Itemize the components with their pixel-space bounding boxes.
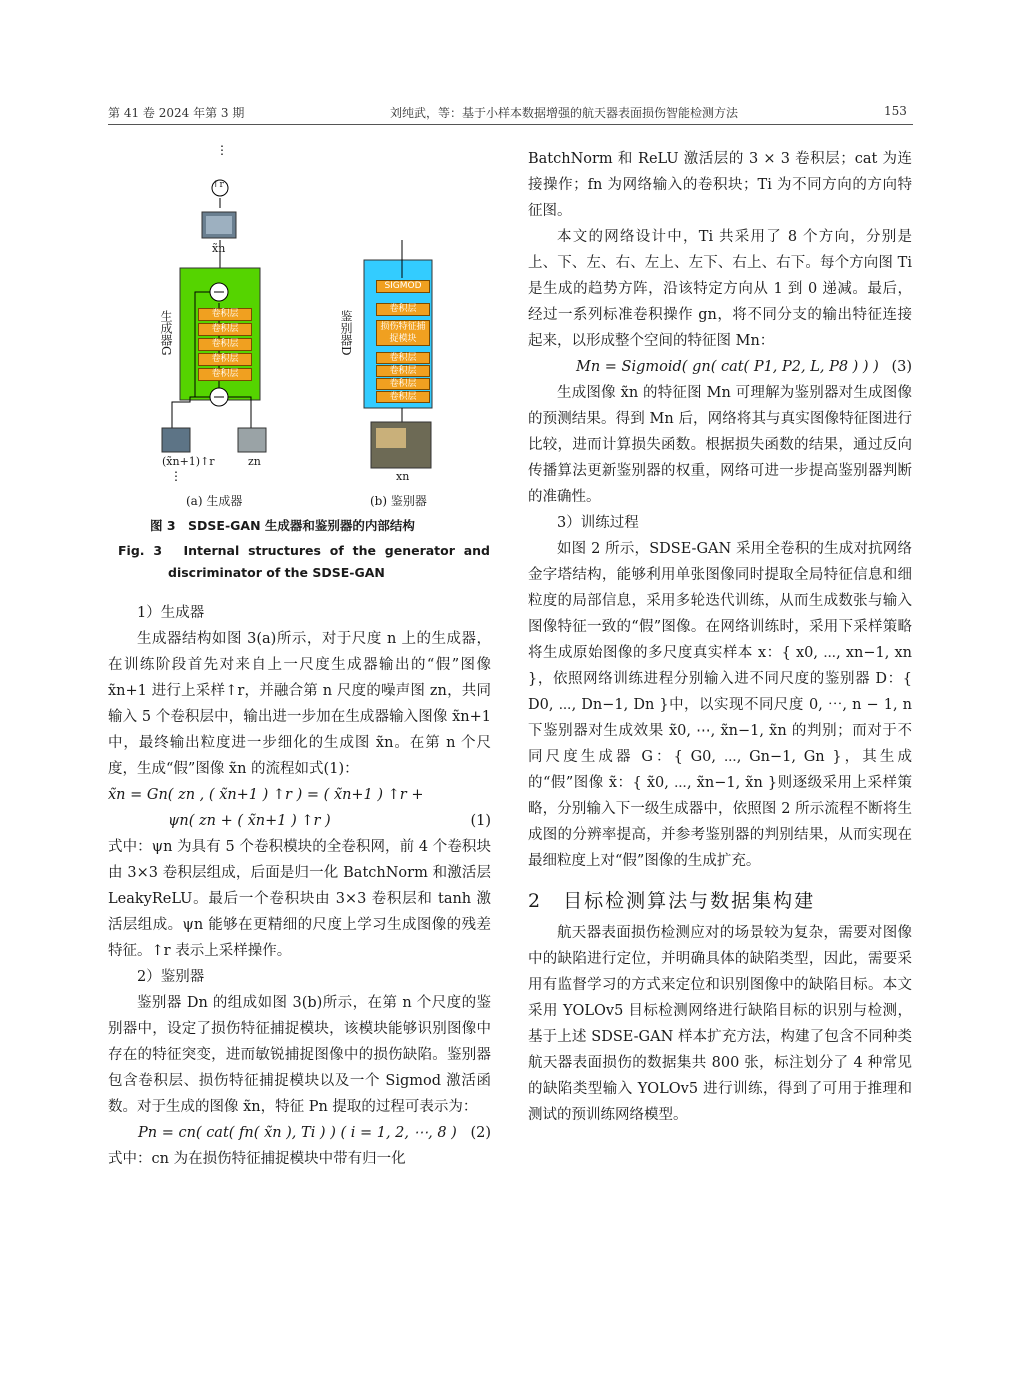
heading-generator: 1）生成器 — [137, 605, 205, 621]
disc-conv-layer: 卷积层 — [376, 391, 430, 403]
equation-2: Pn = cn( cat( fn( x̃n ), Ti ) ) ( i = 1, 2, ⋯, 8 ) — [138, 1125, 457, 1141]
section-heading: 2 目标检测算法与数据集构建 — [528, 890, 816, 912]
subcaption-a: (a) 生成器 — [186, 494, 243, 508]
equation-1b-row — [108, 808, 491, 834]
left-column — [108, 600, 491, 1172]
header-rule — [108, 124, 913, 125]
damage-capture-module: 损伤特征捕捉模块 — [376, 320, 430, 346]
equation-3-row — [528, 354, 912, 380]
paragraph: 式中：ψn 为具有 5 个卷积模块的全卷积网，前 4 个卷积块由 3×3 卷积层组成，后面是归一化 BatchNorm 和激活层 LeakyReLU。最后一个卷积块由 3×3 卷积层和 tanh 激活层组成。ψn 能够在更精细的尺度上学习生成图像的残差特征。↑r 表示上采样操作。 — [108, 839, 491, 959]
disc-conv-layer: 卷积层 — [376, 303, 430, 316]
page-number: 153 — [884, 104, 907, 118]
equation-1b: ψn( zn + ( x̃n+1 ) ↑r ) — [168, 813, 331, 829]
svg-text:⋮: ⋮ — [216, 143, 228, 157]
equation-number: (3) — [891, 359, 912, 375]
discriminator-label: 鉴别器D — [339, 310, 353, 356]
running-header-title: 刘纯武，等：基于小样本数据增强的航天器表面损伤智能检测方法 — [390, 106, 739, 120]
paragraph: 本文的网络设计中，Ti 共采用了 8 个方向，分别是上、下、左、右、左上、左下、右上、右下。每个方向图 Ti 是生成的趋势方阵，沿该特定方向从 1 到 0 递减。最后，经过一系列标准卷积操作 gn，将不同分支的输出特征连接起来，以形成整个空间的特征图 Mn： — [528, 229, 912, 349]
equation-3: Mn = Sigmoid( gn( cat( P1, P2, L, P8 ) ) ) — [576, 359, 879, 375]
paragraph: 生成图像 x̃n 的特征图 Mn 可理解为鉴别器对生成图像的预测结果。得到 Mn 后，网络将其与真实图像特征图进行比较，进而计算损失函数。根据损失函数的结果，通过反向传播算法更新鉴别器的权重，网络可进一步提高鉴别器判断的准确性。 — [528, 385, 912, 505]
paragraph: 航天器表面损伤检测应对的场景较为复杂，需要对图像中的缺陷进行定位，并明确具体的缺陷类型，因此，需要采用有监督学习的方式来定位和识别图像中的缺陷目标。本文采用 YOLOv5 目标检测网络进行缺陷目标的识别与检测，基于上述 SDSE-GAN 样本扩充方法，构建了包含不同种类航天器表面损伤的数据集共 800 张，标注划分了 4 种常见的缺陷类型输入 YOLOv5 进行训练，得到了可用于推理和测试的预训练网络模型。 — [528, 925, 912, 1123]
disc-conv-layer: 卷积层 — [376, 365, 430, 377]
generator-layer: 卷积层 — [198, 338, 252, 351]
heading-discriminator: 2）鉴别器 — [137, 969, 205, 985]
paragraph: 生成器结构如图 3(a)所示，对于尺度 n 上的生成器，在训练阶段首先对来自上一尺度生成器输出的“假”图像 x̃n+1 进行上采样↑r，并融合第 n 尺度的噪声图 zn，共同输入 5 个卷积层中，输出进一步加在生成器输入图像 x̃n+1 中，最终输出粒度进一步细化的生成图 x̃n。在第 n 个尺度，生成“假”图像 x̃n 的流程如式(1)： — [108, 631, 491, 777]
equation-number: (1) — [470, 813, 491, 829]
equation-2-row — [108, 1120, 491, 1146]
figure-caption-en-2: discriminator of the SDSE-GAN — [168, 565, 385, 580]
label-input-upsampled: (x̃n+1)↑r — [162, 455, 215, 468]
running-header-left: 第 41 卷 2024 年第 3 期 — [108, 106, 245, 120]
label-noise: zn — [248, 455, 261, 468]
subcaption-b: (b) 鉴别器 — [370, 494, 427, 508]
right-column — [528, 146, 912, 1128]
svg-text:⋮: ⋮ — [170, 469, 182, 483]
sigmod-layer: SIGMOD — [376, 280, 430, 293]
label-xn-generated: x̃n — [212, 242, 226, 255]
paragraph: 鉴别器 Dn 的组成如图 3(b)所示，在第 n 个尺度的鉴别器中，设定了损伤特征捕捉模块，该模块能够识别图像中存在的特征突变，进而敏锐捕捉图像中的损伤缺陷。鉴别器包含卷积层、损伤特征捕捉模块以及一个 Sigmod 激活函数。对于生成的图像 x̃n，特征 Pn 提取的过程可表示为： — [108, 995, 491, 1115]
figure-caption-cn: 图 3 SDSE-GAN 生成器和鉴别器的内部结构 — [150, 518, 415, 533]
upsample-symbol: ↑r — [212, 180, 224, 190]
paragraph: 式中：cn 为在损伤特征捕捉模块中带有归一化 — [108, 1151, 406, 1167]
figure-3 — [150, 140, 490, 510]
generator-layer: 卷积层 — [198, 368, 252, 381]
generator-layer: 卷积层 — [198, 308, 252, 321]
paragraph: BatchNorm 和 ReLU 激活层的 3 × 3 卷积层；cat 为连接操作；fn 为网络输入的卷积块；Ti 为不同方向的方向特征图。 — [528, 151, 912, 219]
generator-label: 生成器G — [159, 310, 173, 356]
generator-layer: 卷积层 — [198, 353, 252, 366]
figure-caption-en-1: Fig. 3 Internal structures of the generator and — [118, 543, 490, 558]
disc-conv-layer: 卷积层 — [376, 352, 430, 364]
generator-layer: 卷积层 — [198, 323, 252, 336]
equation-number: (2) — [470, 1125, 491, 1141]
paragraph: 如图 2 所示，SDSE-GAN 采用全卷积的生成对抗网络金字塔结构，能够利用单张图像同时提取全局特征信息和细粒度的局部信息，采用多轮迭代训练，从而生成数张与输入图像特征一致的“假”图像。在网络训练时，采用下采样策略将生成原始图像的多尺度真实样本 x：{ x0, ⋯, xn−1, xn }，依照网络训练进程分别输入进不同尺度的鉴别器 D：{ D0, ⋯, Dn−1, Dn }中，以实现不同尺度 0, ⋯, n − 1, n 下鉴别器对生成效果 x̃0, ⋯, x̃n−1, x̃n 的判别；而对于不同尺度生成器 G：{ G0, ⋯, Gn−1, Gn }，其生成的“假”图像 x̃：{ x̃0, ⋯, x̃n−1, x̃n }则逐级采用上采样策略，分别输入下一级生成器中，依照图 2 所示流程不断将生成图的分辨率提高，并参考鉴别器的判别结果，从而实现在最细粒度上对“假”图像的生成扩充。 — [528, 541, 912, 869]
disc-conv-layer: 卷积层 — [376, 378, 430, 390]
label-xn-real: xn — [396, 470, 410, 483]
heading-training: 3）训练过程 — [557, 515, 639, 531]
equation-1a: x̃n = Gn( zn , ( x̃n+1 ) ↑r ) = ( x̃n+1 ) ↑r + — [108, 787, 424, 803]
